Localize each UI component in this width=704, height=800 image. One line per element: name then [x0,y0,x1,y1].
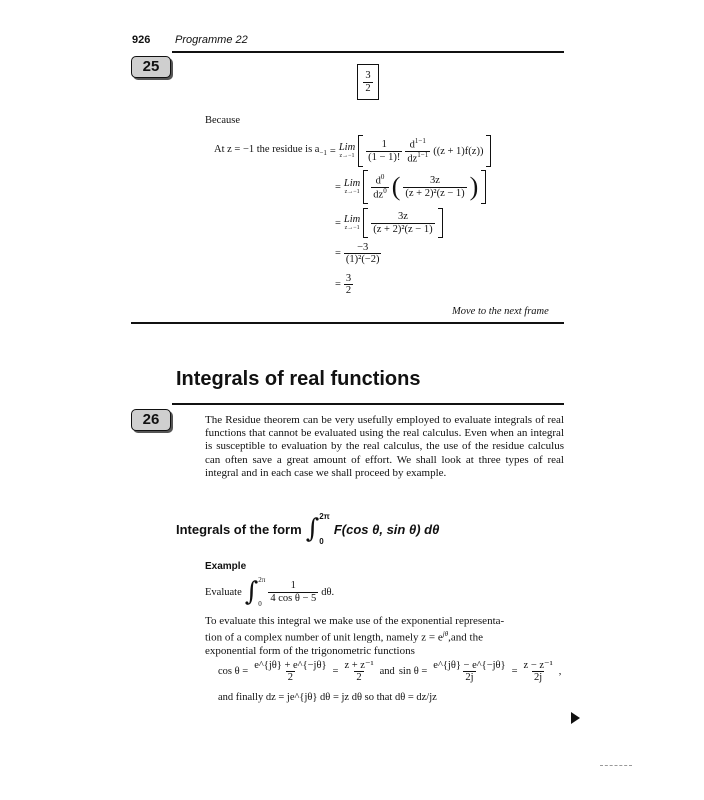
trig-formulas: cos θ = $\frac{e\^{}\{j\theta\} + e\^{}\{-j\theta\}}{2}$ = $\frac{\text{z + z⁻¹}}{2}$ and sin θ = $\frac{e\^{}\{j\theta\} - e\^{}\{-j\theta\}}{2j}$ = $\frac{\text{z − z⁻¹}}{2j}$ , [218,660,562,684]
page-number: 926 [132,34,151,46]
answer-numerator: 3 [365,70,371,82]
move-to-next-frame: Move to the next frame [452,306,549,317]
answer-denominator: 2 [365,82,371,94]
residue-line-2: = Lim z→−1 $\frac{d^0}{dz^0}$ ( $\frac{3z}{\text{(z + 2)²(z − 1)}}$ ) [335,170,486,204]
residue-line-1: At z = −1 the residue is $a_{-1}$ = Lim z→−1 $\frac{1}{(1 - 1)!}$ $\frac{d^{1-1}}{dz^{1-1}}$ ((z + 1)f(z)) [214,135,491,167]
example-label: Example [205,561,247,572]
exponential-paragraph: To evaluate this integral we make use of the exponential representa- tion of a complex number of unit length, namely $z = e^{j\theta},and$ the exponential form of the trigonometric functions [205,615,505,658]
frame-tag-25: 25 [131,56,171,78]
evaluate-integral: Evaluate ∫ 2π 0 $\frac{1}{\text{4 cos θ − 5}}$ dθ. [205,576,335,608]
residue-line-3: = Lim z→−1 $\frac{3z}{\text{(z + 2)²(z − 1)}}$ [335,208,443,238]
frame-tag-26: 26 [131,409,171,431]
frame-25-end-rule [131,322,564,324]
intro-paragraph: The Residue theorem can be very usefully employed to evaluate integrals of real functions that cannot be evaluated using the real calculus. Even when an integral is susceptible to evaluation by the real calculus, the use of the residue calculus can often save a great amount of effort. We shall look at three types of real integral and in each case we shall proceed by example. [205,414,564,479]
next-page-arrow-icon [571,712,580,724]
section-rule [172,403,564,405]
section-title: Integrals of real functions [176,368,421,390]
scan-mark [600,765,632,767]
residue-line-5: = $\frac{3}{2}$ [335,273,352,297]
residue-line-4: = $\frac{-3}{\text{(1)²(−2)}}$ [335,242,380,266]
residue-intro: At z = −1 the residue is $a_{-1}$ [214,144,327,158]
because-text: Because [205,115,240,126]
subheading: Integrals of the form ∫ 2π 0 F(cos θ, sin θ) dθ [176,512,440,546]
answer-box [357,64,379,100]
programme-label: Programme 22 [175,34,248,46]
finally-line: and finally dz = je^{jθ} dθ = jz dθ so that dθ = dz/jz [218,692,437,703]
header-rule [172,51,564,53]
